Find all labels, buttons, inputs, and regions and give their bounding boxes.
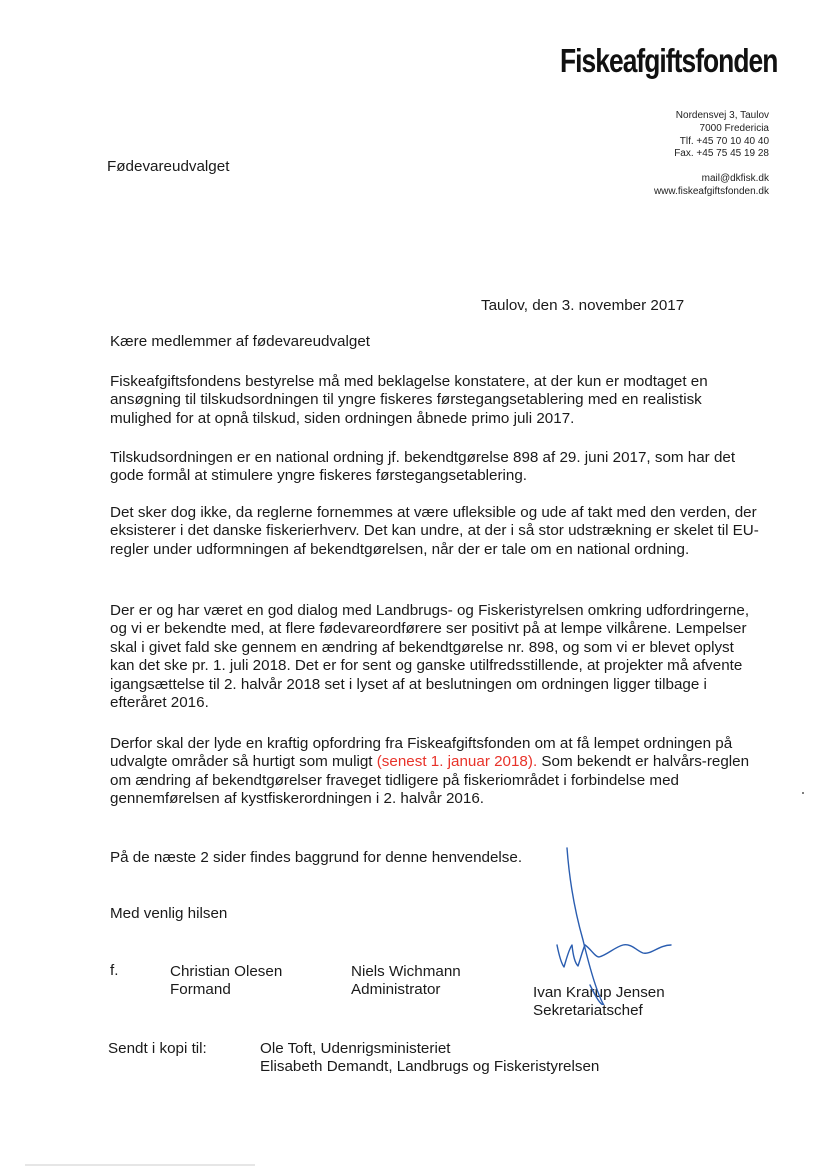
email-address: mail@dkfisk.dk <box>701 173 769 185</box>
letter-date: Taulov, den 3. november 2017 <box>481 297 685 314</box>
closing: Med venlig hilsen <box>110 905 228 922</box>
body-paragraph-5 <box>110 735 760 809</box>
signatory-title: Administrator <box>351 981 441 999</box>
cc-label: Sendt i kopi til: <box>108 1040 207 1057</box>
body-paragraph-4: Der er og har været en god dialog med Landbrugs- og Fiskeristyrelsen omkring udfordringerne, og vi er bekendte med, at flere fødevareordførere ser positivt på at lempe vilkårene. Lempelser skal i givet fald ske gennem en ændring af bekendtgørelse nr. 898, og som vi er blevet oplyst kan det ske pr. 1. juli 2018. Det er for sent og ganske utilfredsstillende, at projekter må afvente igangsættelse til 2. halvår 2018 set i lyset af at beslutningen om ordningen ligger tilbage i efteråret 2016. <box>110 602 750 712</box>
scan-edge-line <box>25 1164 255 1166</box>
body-paragraph-1: Fiskeafgiftsfondens bestyrelse må med beklagelse konstatere, at der kun er modtaget en ansøgning til tilskudsordningen til yngre fiskeres førstegangsetablering med en realistisk mulighed for at opnå tilskud, siden ordningen åbnede primo juli 2017. <box>110 373 708 427</box>
paragraph-text: Derfor skal der lyde en kraftig opfordring fra Fiskeafgiftsfonden om at få lempet ordningen på udvalgte områder så hurtigt som muligt <box>110 735 733 771</box>
fax-number: Fax. +45 75 45 19 28 <box>674 148 769 160</box>
body-paragraph-3: Det sker dog ikke, da reglerne fornemmes at være ufleksible og ude af takt med den verden, der eksisterer i det danske fiskerierhverv. Det kan undre, at der i så stor udstrækning er skelet til EU-regler under udformningen af bekendtgørelsen, når der er tale om en national ordning. <box>110 504 759 558</box>
cc-recipient: Elisabeth Demandt, Landbrugs og Fiskeristyrelsen <box>260 1058 600 1076</box>
signatory-2 <box>351 963 461 1000</box>
on-behalf-mark: f. <box>110 962 119 979</box>
signatory-name: Niels Wichmann <box>351 963 461 980</box>
handwritten-signature <box>545 845 685 1005</box>
signatory-title: Formand <box>170 981 231 999</box>
recipient: Fødevareudvalget <box>107 158 230 175</box>
signatory-title: Sekretariatschef <box>533 1002 643 1020</box>
postal-line: 7000 Fredericia <box>699 122 769 134</box>
signatory-name: Ivan Krarup Jensen <box>533 984 665 1001</box>
phone-number: Tlf. +45 70 10 40 40 <box>679 135 769 147</box>
contact-block <box>654 110 769 199</box>
logo: Fiskeafgiftsfonden <box>560 42 778 79</box>
signatory-name: Christian Olesen <box>170 963 283 980</box>
scan-speck <box>802 792 804 794</box>
body-paragraph-6: På de næste 2 sider findes baggrund for denne henvendelse. <box>110 849 523 866</box>
signatory-1 <box>170 963 282 1000</box>
body-paragraph-2: Tilskudsordningen er en national ordning jf. bekendtgørelse 898 af 29. juni 2017, som har det gode formål at stimulere yngre fiskeres førstegangsetablering. <box>110 449 736 485</box>
cc-list <box>260 1040 599 1077</box>
cc-recipient: Ole Toft, Udenrigsministeriet <box>260 1040 451 1057</box>
salutation: Kære medlemmer af fødevareudvalget <box>110 333 370 350</box>
deadline-highlight: (senest 1. januar 2018). <box>376 753 538 771</box>
website-url: www.fiskeafgiftsfonden.dk <box>653 185 769 197</box>
address-line: Nordensvej 3, Taulov <box>675 110 769 121</box>
paragraph-text: Som bekendt er halvårs-reglen om ændring af bekendtgørelser fraveget tidligere på fiskeriområdet i forbindelse med gennemførelsen af kystfiskerordningen i 2. halvår 2016. <box>110 753 750 808</box>
